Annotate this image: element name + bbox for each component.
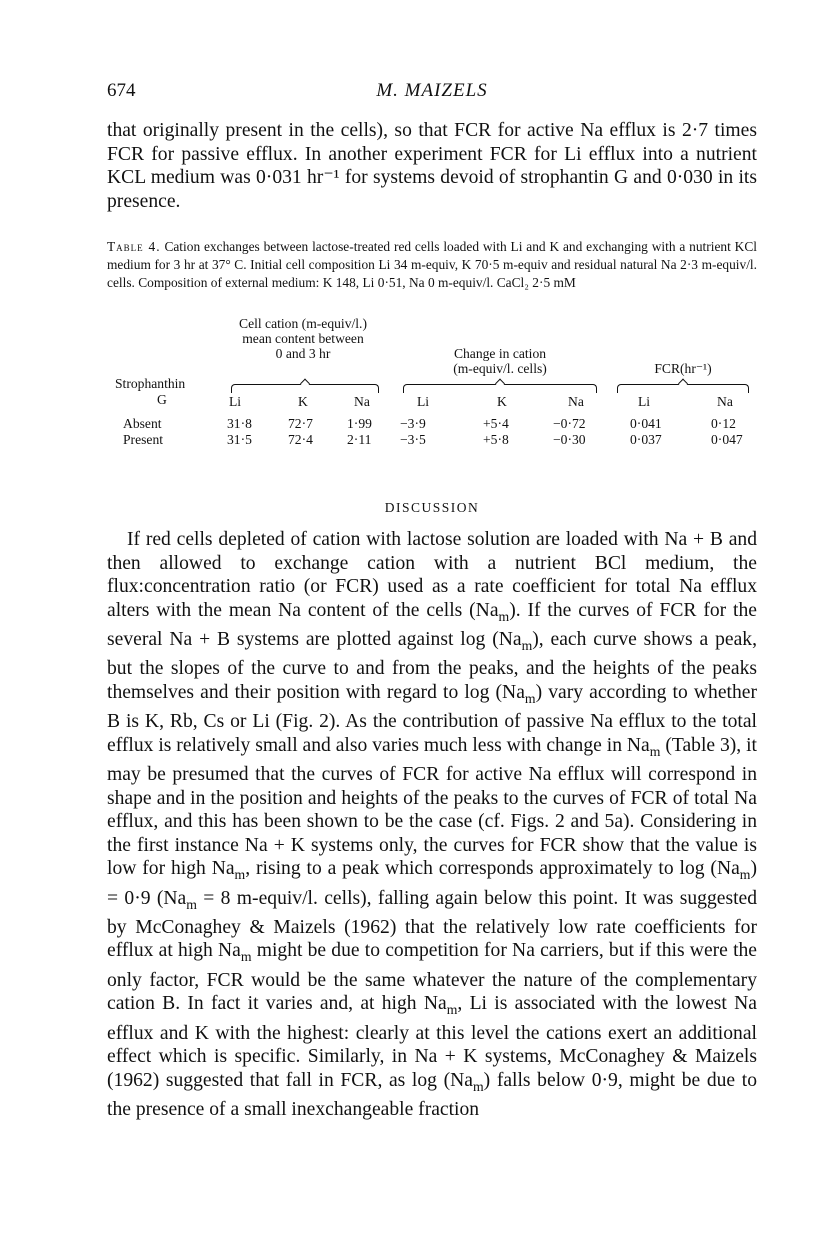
table-caption [107,238,757,292]
discussion-text: ) vary according to whether B is K, Rb, Cs or Li (Fig. 2). As the contribution of passive Na efflux to the total efflux is relatively small and also varies much less with change in Na [107,681,757,756]
col-header: Li [229,394,242,409]
subscript-m: m [240,949,252,965]
group-header-line: Change in cation [453,346,547,361]
subscript-m: m [521,637,533,653]
top-paragraph: that originally present in the cells), so that FCR for active Na efflux is 2·7 times FCR for passive efflux. In another experiment FCR for Li efflux into a nutrient KCL medium was 0·031 hr⁻¹ for systems devoid of strophantin G and 0·030 in its presence. [107,120,757,212]
discussion-paragraph [107,528,757,1122]
table-cell: −0·72 [553,416,586,431]
table-cell: −3·9 [400,416,426,431]
table-cell: +5·8 [483,432,509,447]
table-cell: 0·12 [711,416,736,431]
col-header: Na [568,394,584,409]
subscript-m: m [186,896,197,912]
change-header [407,346,593,376]
discussion-text: might be due to competition for Na carriers, but if this were the only factor, FCR would be the same whatever the nature of the complementary cation B. In fact it varies and, at high Na [107,940,758,1015]
discussion-text: ) falls below 0·9, might be due to the presence of a small inexchangeable fraction [107,1069,757,1121]
discussion-text: (Table 3), it may be presumed that the curves of FCR for active Na efflux will correspond in shape and in the position and heights of the peaks to the curves of FCR of total Na efflux, and this has been shown to be the case (cf. Figs. 2 and 5a). Considering in the first instance Na + K systems only, the curves for FCR show that the value is low for high Na [107,734,757,880]
table-label: Table 4. [107,239,161,254]
row-header-line-2: G [157,392,167,407]
cell-cation-header [219,316,387,361]
group-header-line: 0 and 3 hr [275,346,331,361]
discussion-text: , Li is associated with the lowest Na efflux and K with the highest: clearly at this level the cations exert an additional effect which is specific. Similarly, in Na + K systems, McConaghey & Maizels (1962) suggested that fall in FCR, as log (Na [107,993,758,1091]
row-header-line-1: Strophanthin [115,376,186,391]
col-header: Li [417,394,430,409]
brace-change [403,384,597,393]
subscript-m: m [234,867,246,883]
subscript-m: m [524,690,536,706]
subscript-m: m [649,743,661,759]
discussion-text: If red cells depleted of cation with lactose solution are loaded with Na + B and then allowed to exchange cation with a nutrient BCl medium, the flux:concentration ratio (or FCR) used as a rate coefficient for total Na efflux alters with the mean Na content of the cells (Na [107,529,757,621]
subscript-m: m [446,1002,458,1018]
group-header-line: Cell cation (m-equiv/l.) [239,316,367,331]
table-caption-text: Cation exchanges between lactose-treated red cells loaded with Li and K and exchanging with a nutrient KCl medium for 3 hr at 37° C. Initial cell composition Li 34 m-equiv, K 70·5 m-equiv and residual natural Na 2·3 m-equiv/l. cells. Composition of external medium: K 148, Li 0·51, Na 0 m-equiv/l. CaCl₂ 2·5 mM [107,239,757,290]
col-header: K [298,394,308,409]
table-cell: −3·5 [400,432,426,447]
table-cell: 31·5 [227,432,252,447]
brace-fcr [617,384,749,393]
subscript-m: m [472,1078,484,1094]
table-cell: −0·30 [553,432,586,447]
discussion-text: = 8 m-equiv/l. cells), falling again below this point. It was suggested by McConaghey & Maizels (1962) that the relatively low rate coefficients for efflux at high Na [107,887,758,962]
table-cell: 72·4 [288,432,313,447]
row-label: Absent [123,416,162,431]
section-heading: DISCUSSION [384,500,480,515]
col-header: K [497,394,507,409]
discussion-text: ), each curve shows a peak, but the slopes of the curve to and from the peaks, and the heights of the peaks themselves and their position with regard to log (Na [107,628,757,703]
running-head [107,80,757,108]
table-cell: 31·8 [227,416,252,431]
col-header: Na [717,394,733,409]
table-4 [107,316,757,456]
subscript-m: m [498,608,510,624]
subscript-m: m [739,867,751,883]
discussion-text: , rising to a peak which corresponds approximately to log (Na [245,858,740,880]
table-cell: 1·99 [347,416,372,431]
table-cell: +5·4 [483,416,509,431]
col-header: Na [354,394,370,409]
group-header-line: mean content between [242,331,364,346]
table-cell: 0·047 [711,432,743,447]
table-cell: 0·037 [630,432,662,447]
discussion-text: ) = 0·9 (Na [107,858,757,909]
col-header: Li [638,394,651,409]
group-header-line: (m-equiv/l. cells) [453,361,547,376]
fcr-header: FCR(hr⁻¹) [654,361,712,376]
discussion-text: ). If the curves of FCR for the several Na + B systems are plotted against log (Na [107,599,757,650]
table-cell: 2·11 [347,432,372,447]
brace-cell-cation [231,384,379,393]
page-number: 674 [107,80,136,101]
row-label: Present [123,432,164,447]
table-cell: 0·041 [630,416,662,431]
running-title: M. MAIZELS [376,80,488,101]
table-cell: 72·7 [288,416,313,431]
